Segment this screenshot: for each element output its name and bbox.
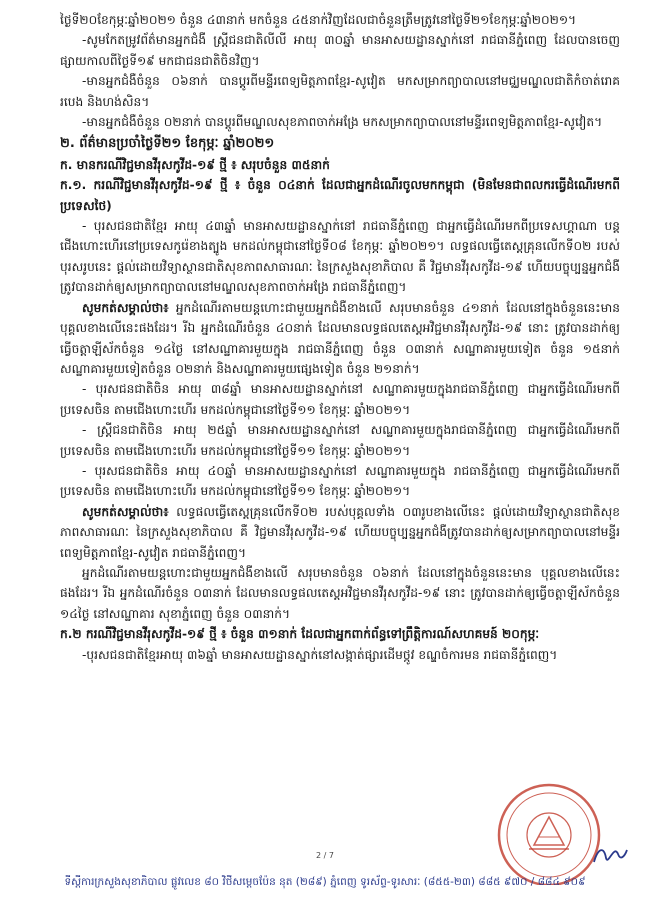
paragraph: -បុរសជនជាតិខ្មែរអាយុ ៣៦ឆ្នាំ មានអាសយដ្ឋានស្នាក់នៅសង្កាត់ផ្សារដើមថ្កូវ ខណ្ឌចំការមន រាជធានីភ្នំពេញ។ (82, 647, 558, 662)
note-label: សូមកត់សម្គាល់ថា៖ (82, 504, 169, 519)
paragraph: -មានអ្នកជំងឺចំនួន ០៦នាក់ បានប្តូរពីមន្ទីរពេទ្យមិត្តភាពខ្មែរ-សូវៀត មកសម្រាកព្យាបាលនៅមជ្ឈមណ្ឌលជាតិកំចាត់រោគរបេង និងហង់សិន។ (60, 74, 620, 109)
note-paragraph (60, 502, 620, 563)
paragraph: - បុរសជនជាតិចិន អាយុ ៣៨ឆ្នាំ មានអាសយដ្ឋានស្នាក់នៅ សណ្ឋាគារមួយក្នុងរាជធានីភ្នំពេញ ជាអ្នកធ្វើដំណើរមកពីប្រទេសចិន តាមជើងហោះហើរ មកដល់កម្ពុជានៅថ្ងៃទី១១ ខែកុម្ភៈ ឆ្នាំ២០២១។ (60, 382, 620, 417)
page-footer: ទីស្តីការក្រសួងសុខាភិបាល ផ្លូវលេខ ៨០ វិថីសម្តេចប៉ែន នុត (២៨៩) ភ្នំពេញ ទូរស័ព្ទ-ទូរសារៈ (៨៥៥-២៣) ៨៨៥ ៩៧០ / ៨៨៤ ៩០៩ (64, 876, 586, 888)
document-body (60, 10, 620, 665)
section-heading: ២. ព័ត៌មានប្រចាំថ្ងៃទី២១ ខែកុម្ភៈ ឆ្នាំ២០២១ (60, 136, 275, 152)
page-number: 2 / 7 (316, 851, 334, 860)
paragraph: -សូមកែតម្រូវព័ត៌មានអ្នកជំងឺ ស្ត្រីជនជាតិលីលី អាយុ ៣០ឆ្នាំ មានអាសយដ្ឋានស្នាក់នៅ រាជធានីភ្នំពេញ ដែលបានចេញផ្សាយកាលពីថ្ងៃទី១៩ មកជាជនជាតិចិនវិញ។ (60, 33, 620, 68)
paragraph: -មានអ្នកជំងឺចំនួន ០២នាក់ បានប្តូរពីមណ្ឌលសុខភាពចាក់អង្រែ មកសម្រាកព្យាបាលនៅមន្ទីរពេទ្យមិត្តភាពខ្មែរ-សូវៀត។ (82, 115, 603, 130)
paragraph: - បុរសជនជាតិខ្មែរ អាយុ ៤៣ឆ្នាំ មានអាសយដ្ឋានស្នាក់នៅ រាជធានីភ្នំពេញ ជាអ្នកធ្វើដំណើរមកពីប្រទេសហ្គាណា បន្តជើងហោះហើរនៅប្រទេសកូរ៉េខាងត្បូង មកដល់កម្ពុជានៅថ្ងៃទី០៨ ខែកុម្ភៈ ឆ្នាំ២០២១។ លទ្ធផលធ្វើតេស្តគ្រុនលើកទី០២ របស់បុរសរូបនេះ ផ្តល់ដោយវិទ្យាស្ថានជាតិសុខភាពសាធារណៈ នៃក្រសួងសុខាភិបាល គឺ វិជ្ជមានវីរុសកូវីដ-១៩ ហើយបច្ចុប្បន្នអ្នកជំងឺត្រូវបានដាក់ឲ្យសម្រាកព្យាបាលនៅមណ្ឌលសុខភាពចាក់អង្រែ រាជធានីភ្នំពេញ។ (60, 219, 620, 295)
note-label: សូមកត់សម្គាល់ថា៖ (82, 300, 169, 315)
note-text: អ្នកដំណើរតាមយន្តហោះជាមួយអ្នកជំងឺខាងលើ សរុបមានចំនួន ៤១នាក់ ដែលនៅក្នុងចំនួននេះមាន បុគ្គលខាងលើនេះផងដែរ។ រីឯ អ្នកដំណើរចំនួន ៤០នាក់ ដែលមានលទ្ធផលតេស្តអវិជ្ជមានវីរុសកូវីដ-១៩ នោះ ត្រូវបានដាក់ឲ្យធ្វើចត្តាឡីស័កចំនួន ១៤ថ្ងៃ នៅសណ្ឋាគារមួយក្នុង រាជធានីភ្នំពេញ ចំនួន ០៣នាក់ សណ្ឋាគារមួយទៀត ចំនួន ១៥នាក់ សណ្ឋាគារមួយទៀតចំនួន ០២នាក់ និងសណ្ឋាគារមួយផ្សេងទៀត ចំនួន ២១នាក់។ (60, 300, 620, 376)
subsection-heading: ក. មានករណីវិជ្ជមានវីរុសកូវីដ-១៩ ថ្មី ៖ សរុបចំនួន ៣៥នាក់ (60, 157, 330, 172)
note-paragraph (60, 298, 620, 380)
paragraph: - បុរសជនជាតិចិន អាយុ ៤០ឆ្នាំ មានអាសយដ្ឋានស្នាក់នៅ សណ្ឋាគារមួយក្នុង រាជធានីភ្នំពេញ ជាអ្នកធ្វើដំណើរមកពីប្រទេសចិន តាមជើងហោះហើរ មកដល់កម្ពុជានៅថ្ងៃទី១១ ខែកុម្ភៈ ឆ្នាំ២០២១។ (60, 463, 620, 499)
paragraph: ថ្ងៃទី២០ខែកុម្ភៈឆ្នាំ២០២១ ចំនួន ៤៣នាក់ មកចំនួន ៤៥នាក់វិញដែលជាចំនួនត្រឹមត្រូវនៅថ្ងៃទី២១ខែកុម្ភៈឆ្នាំ២០២១។ (60, 13, 577, 27)
subsection-heading: ក.២ ករណីវិជ្ជមានវីរុសកូវីដ-១៩ ថ្មី ៖ ចំនួន ៣១នាក់ ដែលជាអ្នកពាក់ព័ន្ធទៅព្រឹត្តិការណ៍សហគមន៍ ២០កុម្ភៈ (60, 627, 540, 642)
note-text: លទ្ធផលធ្វើតេស្តគ្រុនលើកទី០២ របស់បុគ្គលទាំង ០៣រូបខាងលើនេះ ផ្តល់ដោយវិទ្យាស្ថានជាតិសុខភាពសាធារណៈ នៃក្រសួងសុខាភិបាល គឺ វិជ្ជមានវីរុសកូវីដ-១៩ ហើយបច្ចុប្បន្នអ្នកជំងឺត្រូវបានដាក់ឲ្យសម្រាកព្យាបាលនៅមន្ទីរពេទ្យមិត្តភាពខ្មែរ-សូវៀត រាជធានីភ្នំពេញ។ (60, 504, 620, 560)
subsection-heading: ក.១. ករណីវិជ្ជមានវីរុសកូវីដ-១៩ ថ្មី ៖ ចំនួន ០៤នាក់ ដែលជាអ្នកដំណើរចូលមកកម្ពុជា (មិនមែនជាពលករធ្វើដំណើរមកពីប្រទេសថៃ) (60, 178, 620, 213)
paragraph: - ស្ត្រីជនជាតិចិន អាយុ ២៥ឆ្នាំ មានអាសយដ្ឋានស្នាក់នៅ សណ្ឋាគារមួយក្នុងរាជធានីភ្នំពេញ ជាអ្នកធ្វើដំណើរមកពីប្រទេសចិន តាមជើងហោះហើរ មកដល់កម្ពុជានៅថ្ងៃទី១១ ខែកុម្ភៈ ឆ្នាំ២០២១។ (60, 423, 620, 458)
paragraph: អ្នកដំណើរតាមយន្តហោះជាមួយអ្នកជំងឺខាងលើ សរុបមានចំនួន ០៦នាក់ ដែលនៅក្នុងចំនួននេះមាន បុគ្គលខាងលើនេះផងដែរ។ រីឯ អ្នកដំណើរចំនួន ០៣នាក់ ដែលមានលទ្ធផលតេស្តអវិជ្ជមានវីរុសកូវីដ-១៩ នោះ ត្រូវបានដាក់ឲ្យធ្វើចត្តាឡីស័កចំនួន ១៤ថ្ងៃ នៅសណ្ឋាគារ សុខាភ្នំពេញ ចំនួន ០៣នាក់។ (60, 565, 620, 621)
